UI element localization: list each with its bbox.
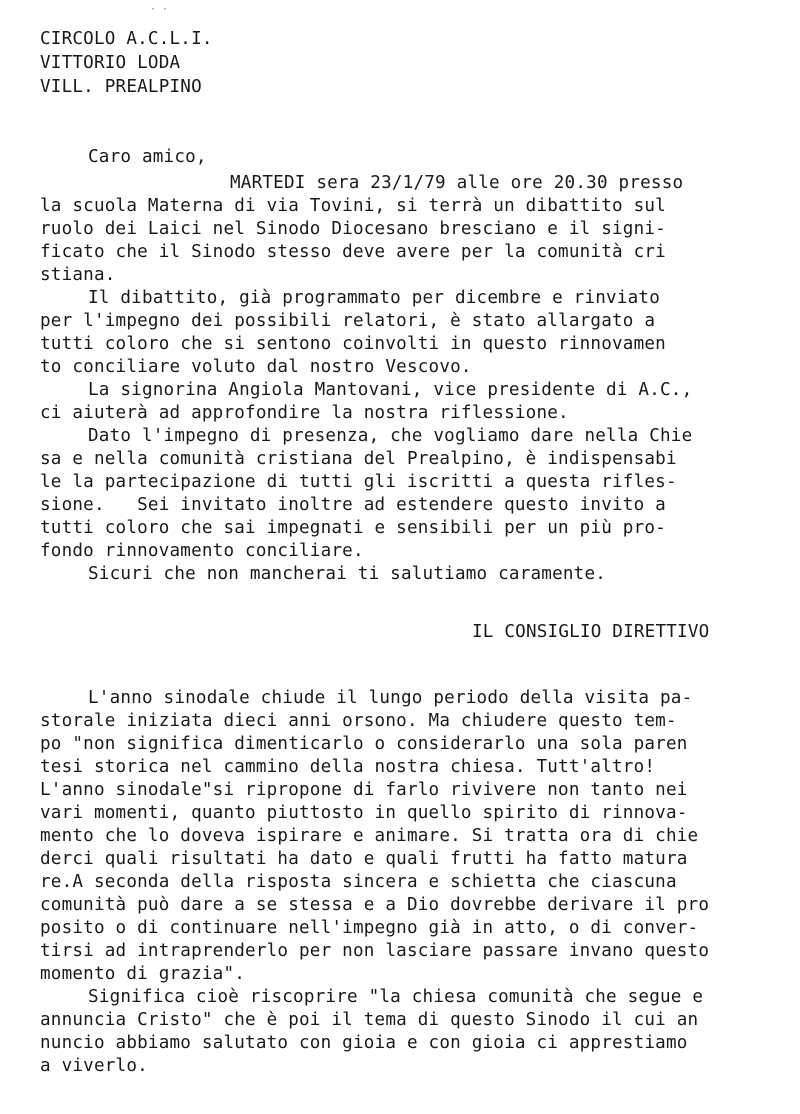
letter-line: Il dibattito, già programmato per dicembre e rinviato: [88, 288, 660, 308]
article-line: tirsi ad intraprenderlo per non lasciare passare invano questo: [40, 941, 710, 961]
letter-line: ficato che il Sinodo stesso deve avere per la comunità cri: [40, 242, 666, 262]
article-line: L'anno sinodale"si ripropone di farlo rivivere non tanto nei: [40, 780, 688, 800]
letter-line: la scuola Materna di via Tovini, si terrà un dibattito sul: [40, 196, 666, 216]
letter-line: sione. Sei invitato inoltre ad estendere questo invito a: [40, 495, 666, 515]
letter-line: La signorina Angiola Mantovani, vice presidente di A.C.,: [88, 380, 693, 400]
article-line: nuncio abbiamo salutato con gioia e con gioia ci apprestiamo: [40, 1033, 688, 1053]
letter-line: Sicuri che non mancherai ti salutiamo caramente.: [88, 564, 607, 584]
salutation: Caro amico,: [88, 147, 207, 167]
letterhead-line-1: CIRCOLO A.C.L.I.: [40, 29, 213, 49]
letter-line: fondo rinnovamento conciliare.: [40, 541, 364, 561]
article-line: storale iniziata dieci anni orsono. Ma chiudere questo tem-: [40, 711, 677, 731]
letter-line: tutti coloro che sai impegnati e sensibili per un più pro-: [40, 518, 666, 538]
article-line: re.A seconda della risposta sincera e schietta che ciascuna: [40, 872, 677, 892]
scan-speck: · ·: [150, 4, 169, 15]
letterhead-line-3: VILL. PREALPINO: [40, 77, 202, 97]
article-line: po "non significa dimenticarlo o considerarlo una sola paren: [40, 734, 688, 754]
article-line: momento di grazia".: [40, 964, 246, 984]
article-line: annuncia Cristo" che è poi il tema di questo Sinodo il cui an: [40, 1010, 699, 1030]
letter-line: stiana.: [40, 265, 116, 285]
article-line: vari momenti, quanto piuttosto in quello spirito di rinnova-: [40, 803, 688, 823]
article-line: a viverlo.: [40, 1056, 148, 1076]
article-line: posito o di continuare nell'impegno già in atto, o di conver-: [40, 918, 699, 938]
letter-line: Dato l'impegno di presenza, che vogliamo dare nella Chie: [88, 426, 693, 446]
letter-line: per l'impegno dei possibili relatori, è stato allargato a: [40, 311, 656, 331]
letter-line: tutti coloro che si sentono coinvolti in questo rinnovamen: [40, 334, 666, 354]
article-line: L'anno sinodale chiude il lungo periodo della visita pa-: [88, 688, 693, 708]
signature: IL CONSIGLIO DIRETTIVO: [472, 622, 710, 642]
letter-line: to conciliare voluto dal nostro Vescovo.: [40, 357, 472, 377]
article-line: mento che lo doveva ispirare e animare. Si tratta ora di chie: [40, 826, 699, 846]
letter-line: sa e nella comunità cristiana del Prealpino, è indispensabi: [40, 449, 677, 469]
letter-line: ci aiuterà ad approfondire la nostra riflessione.: [40, 403, 569, 423]
article-line: tesi storica nel cammino della nostra chiesa. Tutt'altro!: [40, 757, 656, 777]
article-line: Significa cioè riscoprire "la chiesa comunità che segue e: [88, 987, 704, 1007]
letter-line: MARTEDI sera 23/1/79 alle ore 20.30 presso: [230, 173, 684, 193]
letter-line: ruolo dei Laici nel Sinodo Diocesano bresciano e il signi-: [40, 219, 666, 239]
article-line: comunità può dare a se stessa e a Dio dovrebbe derivare il pro: [40, 895, 710, 915]
article-line: derci quali risultati ha dato e quali frutti ha fatto matura: [40, 849, 688, 869]
letter-line: le la partecipazione di tutti gli iscritti a questa rifles-: [40, 472, 677, 492]
letterhead-line-2: VITTORIO LODA: [40, 53, 181, 73]
